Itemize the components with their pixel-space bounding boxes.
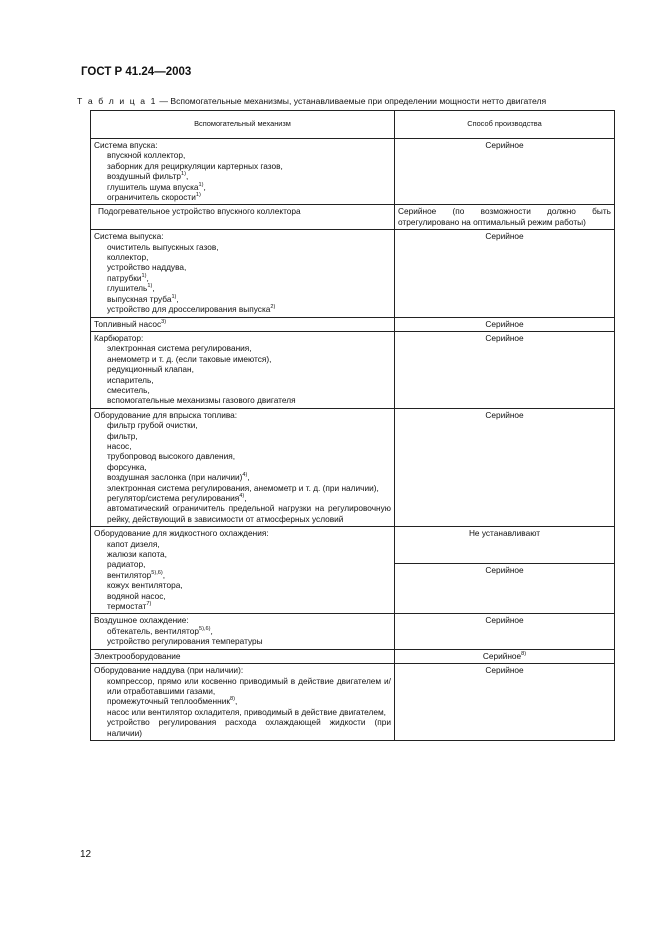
- list-item: глушитель$^{1)}$,: [107, 283, 155, 294]
- footnote-ref: 1): [195, 192, 201, 199]
- list-item: насос или вентилятор охладителя, приводимый в действие двигателем,: [107, 706, 386, 717]
- list-item: устройство регулирования расхода охлаждающей жидкости (при наличии): [107, 717, 391, 738]
- list-item: кожух вентилятора,: [107, 580, 183, 591]
- list-item: капот дизеля,: [107, 538, 160, 549]
- row-title: Система впуска:: [94, 140, 158, 150]
- mechanism-cell: [91, 614, 395, 649]
- row-title: Карбюратор:: [94, 332, 144, 343]
- list-item: очиститель выпускных газов,: [107, 241, 219, 252]
- list-item: анемометр и т. д. (если таковые имеются),: [107, 353, 272, 364]
- footnote-ref: 8): [229, 696, 235, 703]
- production-cell: Серийное (по возможности должно быть отрегулировано на оптимальный режим работы): [395, 205, 615, 230]
- item-list: [94, 539, 391, 612]
- list-item: заборник для рециркуляции картерных газов,: [107, 160, 283, 171]
- list-item: насос,: [107, 440, 132, 451]
- list-item: воздушный фильтр$^{1)}$,: [107, 171, 189, 182]
- footnote-ref: 8): [521, 650, 527, 657]
- list-item: устройство наддува,: [107, 262, 187, 273]
- mechanism-cell: [91, 331, 395, 408]
- list-item: смеситель,: [107, 384, 150, 395]
- list-item: глушитель шума впуска$^{1)}$,: [107, 181, 206, 192]
- item-list: [94, 343, 391, 405]
- mechanism-cell: [91, 230, 395, 317]
- list-item: воздушная заслонка (при наличии)$^{4)}$,: [107, 472, 250, 483]
- footnote-ref: 1): [147, 283, 153, 290]
- production-cell: Серийное: [395, 331, 615, 408]
- mechanism-cell: [91, 317, 395, 331]
- item-list: [94, 676, 391, 738]
- list-item: вентилятор$^{5),6)}$,: [107, 569, 166, 580]
- column-header-mechanism: Вспомогательный механизм: [91, 111, 395, 139]
- footnote-ref: 4): [239, 493, 245, 499]
- list-item: водяной насос,: [107, 590, 166, 601]
- list-item: вспомогательные механизмы газового двигателя: [107, 395, 296, 406]
- footnote-ref: 3): [161, 318, 167, 325]
- item-list: [94, 242, 391, 315]
- production-cell: Серийное: [395, 614, 615, 649]
- production-cell: Серийное$^{8)}$: [395, 649, 615, 663]
- document-header: ГОСТ Р 41.24—2003: [81, 66, 192, 78]
- production-cell: Серийное: [395, 317, 615, 331]
- table-row: [91, 205, 615, 230]
- list-item: ограничитель скорости$^{1)}$: [107, 192, 201, 203]
- footnote-ref: 4): [242, 472, 248, 479]
- production-cell: Не устанавливают: [395, 527, 615, 564]
- item-list: [94, 150, 391, 202]
- table-row: [91, 408, 615, 526]
- list-item: редукционный клапан,: [107, 364, 194, 375]
- table-row: [91, 527, 615, 564]
- production-cell: Серийное: [395, 230, 615, 317]
- mechanism-cell: [91, 408, 395, 526]
- table-row: [91, 649, 615, 663]
- footnote-ref: 5),6): [151, 569, 163, 576]
- footnote-ref: 1): [198, 181, 204, 188]
- list-item: устройство регулирования температуры: [107, 636, 263, 647]
- list-item: трубопровод высокого давления,: [107, 451, 236, 462]
- footnote-ref: 1): [171, 293, 177, 300]
- list-item: испаритель,: [107, 374, 154, 385]
- mechanism-cell: Подогревательное устройство впускного коллектора: [91, 205, 395, 230]
- page-number: 12: [80, 849, 92, 860]
- list-item: промежуточный теплообменник$^{8)}$,: [107, 696, 238, 707]
- production-cell: Серийное: [395, 139, 615, 205]
- footnote-ref: 5),6): [198, 625, 211, 632]
- column-header-production: Способ производства: [395, 111, 615, 139]
- list-item: впускной коллектор,: [107, 150, 186, 161]
- table-row: [91, 317, 615, 331]
- table-caption-text: — Вспомогательные механизмы, устанавливаемые при определении мощности нетто двигателя: [156, 96, 547, 106]
- list-item: выпускная труба$^{1)}$,: [107, 293, 179, 304]
- table-row: [91, 614, 615, 649]
- table-row: [91, 331, 615, 408]
- list-item: электронная система регулирования, анемометр и т. д. (при наличии),: [107, 482, 379, 493]
- list-item: жалюзи капота,: [107, 549, 167, 560]
- item-list: [94, 420, 391, 524]
- row-title: Топливный насос: [94, 318, 162, 329]
- table-row: [91, 230, 615, 317]
- row-title: Воздушное охлаждение:: [94, 615, 189, 626]
- footnote-ref: 1): [141, 272, 147, 279]
- row-title: Система выпуска:: [94, 231, 164, 242]
- list-item: фильтр грубой очистки,: [107, 420, 198, 431]
- table-caption-label: Т а б л и ц а 1: [77, 96, 157, 106]
- row-title: Оборудование для впрыска топлива:: [94, 409, 238, 420]
- production-cell: Серийное: [395, 664, 615, 741]
- mechanism-cell: [91, 664, 395, 741]
- item-list: [94, 626, 391, 647]
- table-caption: [77, 96, 546, 106]
- list-item: обтекатель, вентилятор$^{5),6)}$,: [107, 625, 213, 636]
- mechanism-cell: [91, 139, 395, 205]
- row-title: Оборудование для жидкостного охлаждения:: [94, 528, 269, 539]
- list-item: радиатор,: [107, 559, 146, 570]
- table-header-row: [91, 111, 615, 139]
- mechanism-cell: [91, 527, 395, 614]
- list-item: форсунка,: [107, 461, 147, 472]
- auxiliary-equipment-table: [90, 110, 615, 741]
- list-item: устройство для дросселирования выпуска$^{2)}$: [107, 304, 276, 315]
- list-item: патрубки$^{1)}$,: [107, 272, 149, 283]
- footnote-ref: 2): [270, 304, 276, 311]
- footnote-ref: 7): [146, 601, 152, 608]
- table-row: [91, 664, 615, 741]
- list-item: регулятор/система регулирования$^{4)}$,: [107, 493, 247, 503]
- list-item: фильтр,: [107, 430, 138, 441]
- row-title: Оборудование наддува (при наличии):: [94, 665, 244, 676]
- list-item: термостат$^{7)}$: [107, 601, 152, 612]
- mechanism-cell: Электрооборудование: [91, 649, 395, 663]
- list-item: коллектор,: [107, 252, 149, 263]
- list-item: электронная система регулирования,: [107, 343, 252, 354]
- production-cell: Серийное: [395, 564, 615, 614]
- list-item: автоматический ограничитель предельной нагрузки на регулировочную рейку, действующий в зависимости от атмосферных условий: [107, 503, 391, 524]
- production-cell: Серийное: [395, 408, 615, 526]
- footnote-ref: 1): [180, 171, 186, 178]
- table-row: [91, 139, 615, 205]
- list-item: компрессор, прямо или косвенно приводимый в действие двигателем и/или отработавшими газами,: [107, 675, 391, 696]
